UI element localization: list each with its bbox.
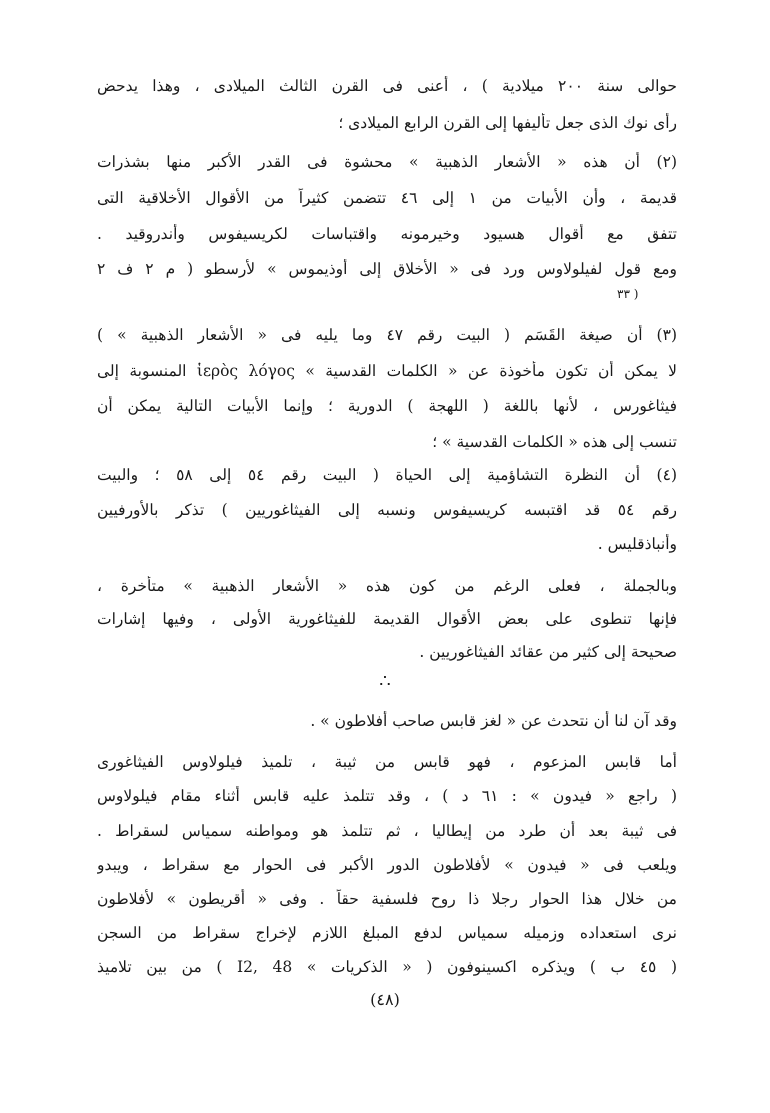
text-line: وبالجملة ، فعلى الرغم من كون هذه « الأشعار الذهبية » متأخرة ، — [97, 577, 677, 595]
text-line: من خلال هذا الحوار رجلا ذا روح فلسفية حقاً . وفى « أقريطون » لأفلاطون — [97, 890, 677, 908]
text-line: وقد آن لنا أن نتحدث عن « لغز قابس صاحب أفلاطون » . — [310, 712, 677, 730]
text-line: (٢) أن هذه « الأشعار الذهبية » محشوة فى القدر الأكبر منها بشذرات — [97, 153, 677, 171]
text-line: (٤) أن النظرة التشاؤمية إلى الحياة ( البيت رقم ٥٤ إلى ٥٨ ؛ والبيت — [97, 466, 677, 484]
text-line: وأنباذقليس . — [597, 535, 677, 553]
text-line: تنسب إلى هذه « الكلمات القدسية » ؛ — [432, 433, 677, 451]
text-line: (٣) أن صيغة القَسَم ( البيت رقم ٤٧ وما يليه فى « الأشعار الذهبية » ) — [97, 326, 677, 344]
section-separator: ∴ — [379, 671, 391, 692]
text-line: قديمة ، وأن الأبيات من ١ إلى ٤٦ تتضمن كثيراً من الأقوال الأخلاقية التى — [97, 189, 677, 207]
text-line: صحيحة إلى كثير من عقائد الفيثاغوريين . — [419, 643, 677, 661]
text-line: نرى استعداده وزميله سمياس لدفع المبلغ اللازم لإخراج سقراط من السجن — [97, 924, 677, 942]
text-line: فيثاغورس ، لأنها باللغة ( اللهجة ) الدورية ؛ وإنما الأبيات التالية يمكن أن — [97, 397, 677, 415]
text-line: ومع قول لفيلولاوس ورد فى « الأخلاق إلى أوذيموس » لأرسطو ( م ٢ ف ٢ — [97, 260, 677, 278]
text-line: ويلعب فى « فيدون » لأفلاطون الدور الأكبر فى الحوار مع سقراط ، ويبدو — [97, 856, 677, 874]
text-line: حوالى سنة ٢٠٠ ميلادية ) ، أعنى فى القرن الثالث الميلادى ، وهذا يدحض — [97, 77, 677, 95]
text-line: أما قابس المزعوم ، فهو قابس من ثيبة ، تلميذ فيلولاوس الفيثاغورى — [97, 753, 677, 771]
text-line: رقم ٥٤ قد اقتبسه كريسيفوس ونسبه إلى الفيثاغوريين ) تذكر بالأورفيين — [97, 501, 677, 519]
page-number: (٤٨) — [370, 990, 400, 1009]
text-line: ( راجع « فيدون » : ٦١ د ) ، وقد تتلمذ عليه قابس أثناء مقام فيلولاوس — [97, 787, 677, 805]
text-line: ( ٤٥ ب ) ويذكره اكسينوفون ( « الذكريات » I2, 48 ) من بين تلاميذ — [97, 958, 677, 976]
text-line: لا يمكن أن تكون مأخوذة عن « الكلمات القدسية » ἱερὸς λόγος المنسوبة إلى — [97, 362, 677, 380]
text-line: فإنها تنطوى على بعض الأقوال القديمة للفيثاغورية الأولى ، وفيها إشارات — [97, 610, 677, 628]
text-line-fragment: ٣٣ ) — [617, 287, 639, 301]
text-line: تتفق مع أقوال هسيود وخيرمونه واقتباسات لكريسيفوس وأندروقيد . — [97, 225, 677, 243]
text-line: رأى نوك الذى جعل تأليفها إلى القرن الرابع الميلادى ؛ — [338, 114, 677, 132]
text-line: فى ثيبة بعد أن طرد من إيطاليا ، ثم تتلمذ هو ومواطنه سمياس لسقراط . — [97, 822, 677, 840]
